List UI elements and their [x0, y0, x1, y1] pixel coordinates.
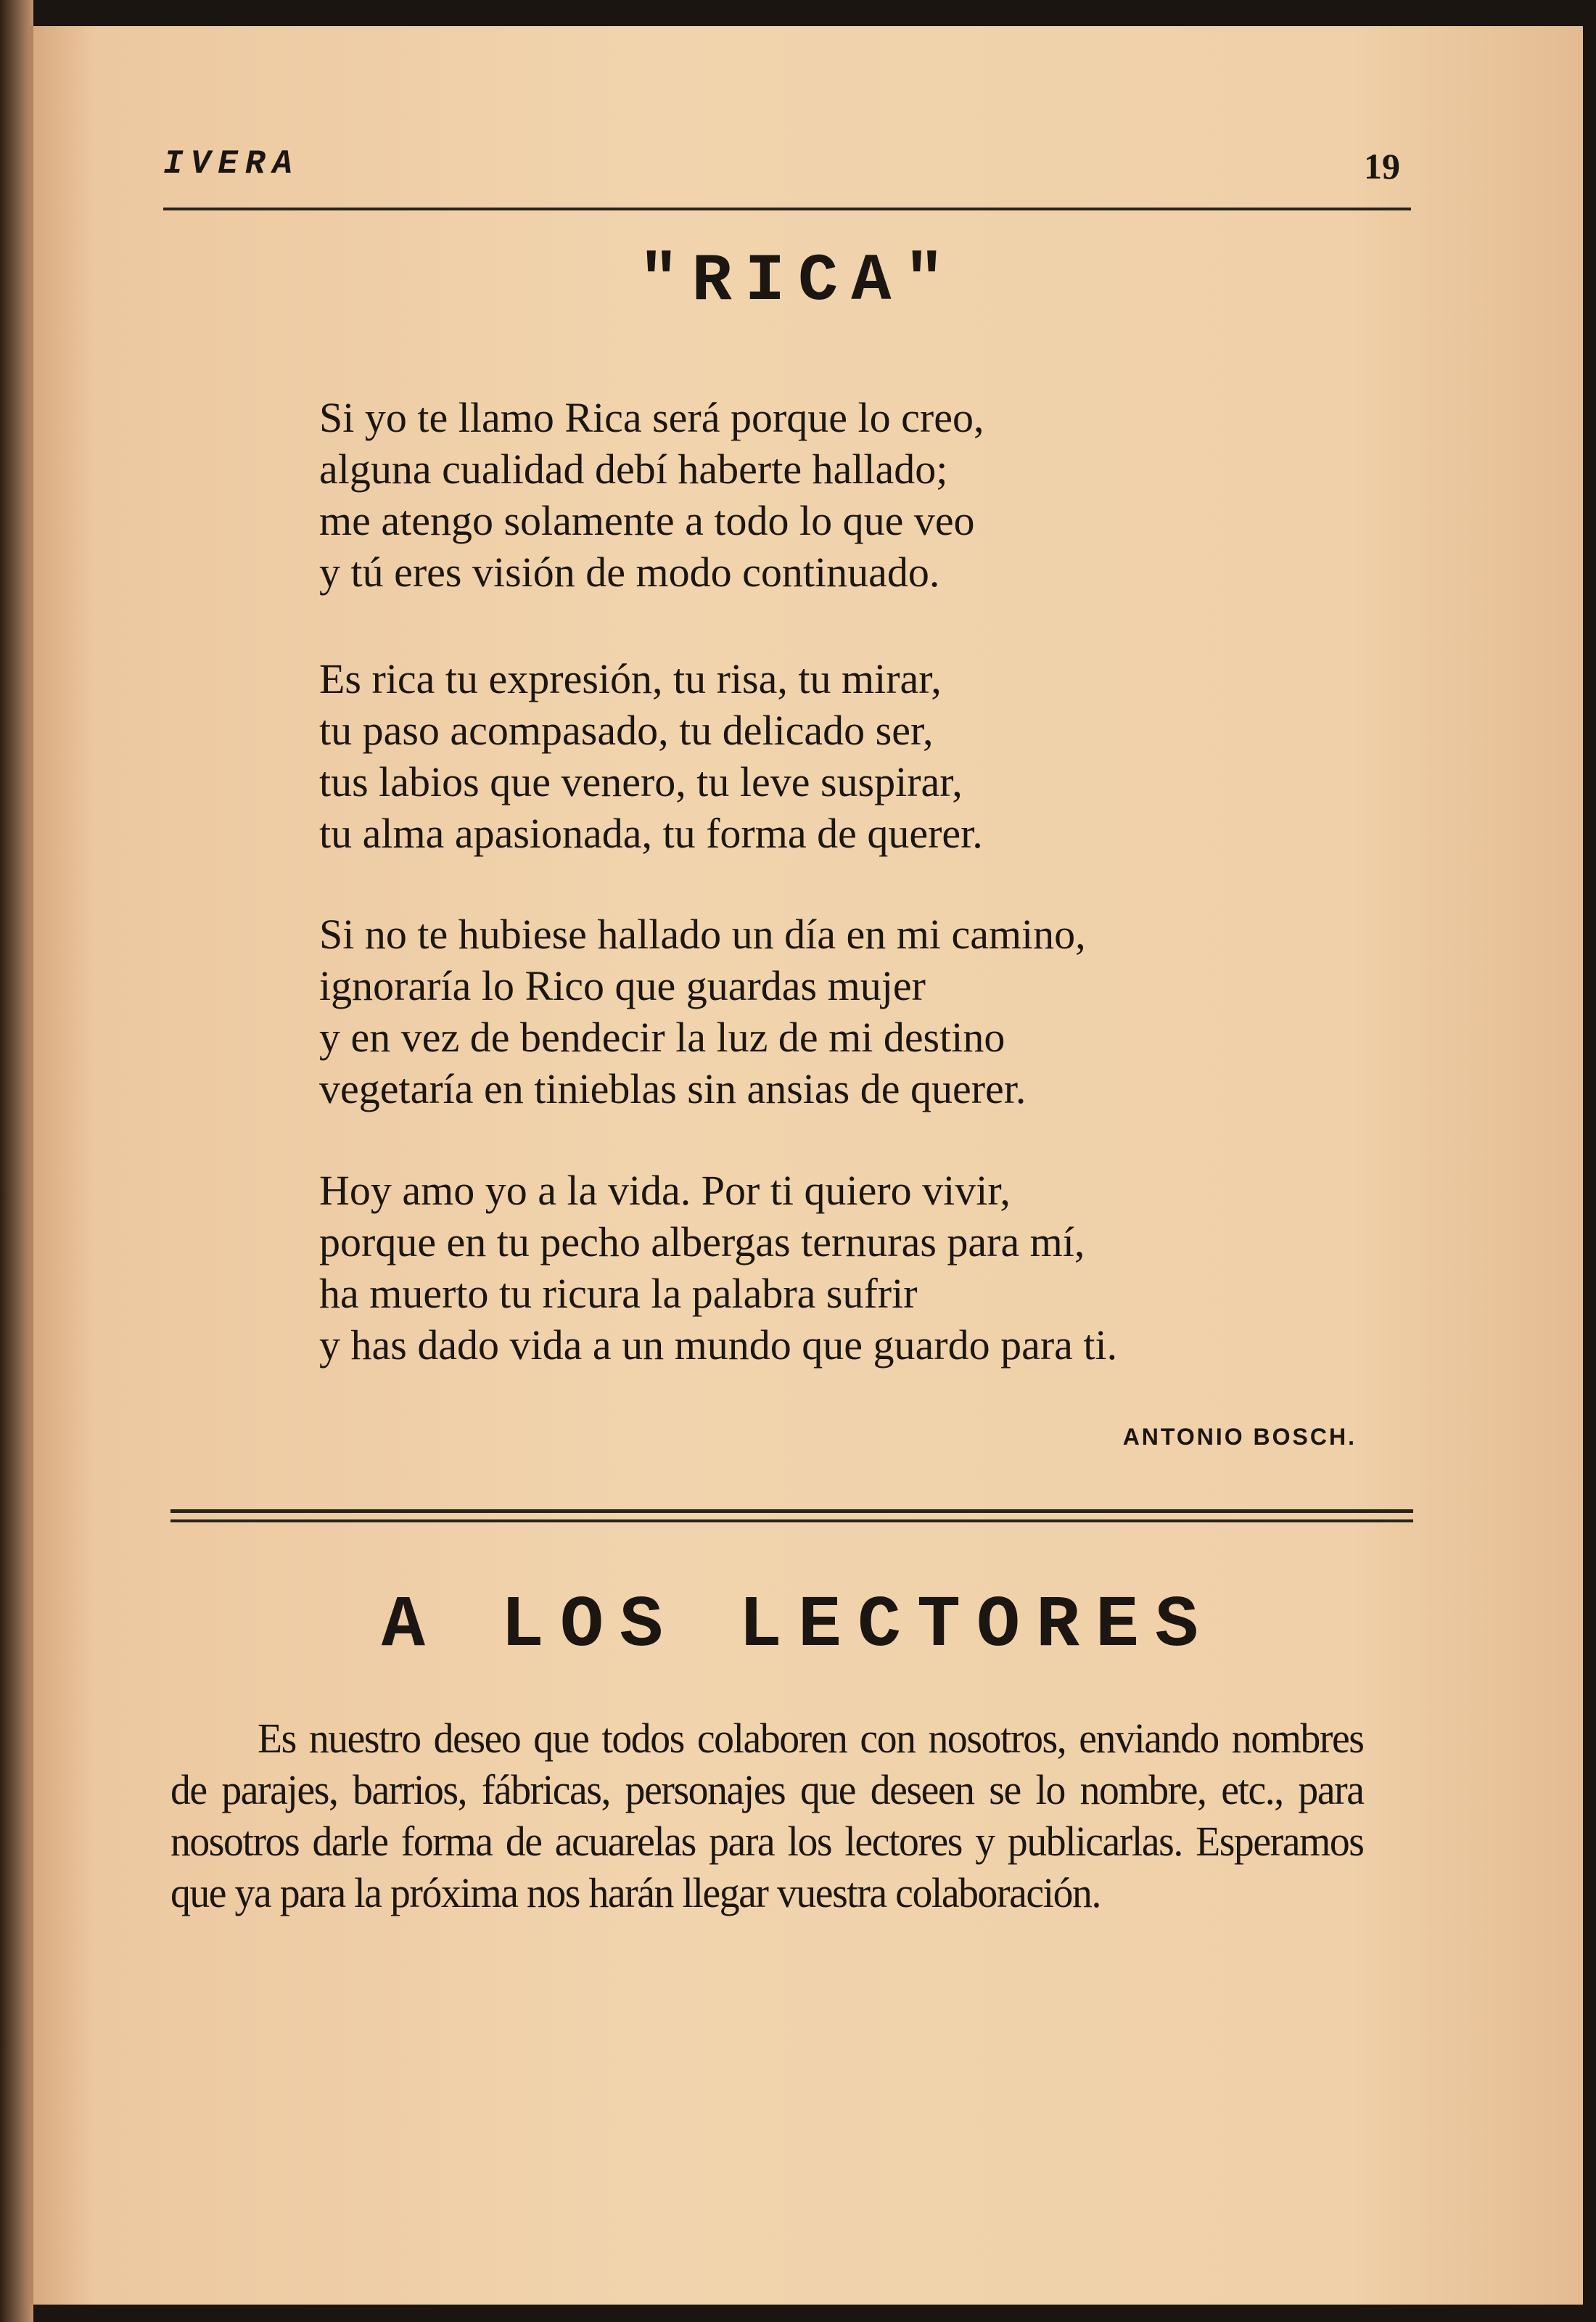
notice-body: Es nuestro deseo que todos colaboren con nosotros, enviando nombres de parajes, barrios, fábricas, personajes que deseen se lo nombre, etc., para nosotros darle forma de acuarelas para los lectores y publicarlas. Esperamos que ya para la próxima nos harán llegar vuestra colaboración. — [170, 1715, 1364, 1916]
poem-line: y has dado vida a un mundo que guardo para ti. — [319, 1321, 1118, 1369]
poem-line: Es rica tu expresión, tu risa, tu mirar, — [319, 655, 942, 702]
poem-line: Si yo te llamo Rica será porque lo creo, — [319, 394, 984, 441]
poem-line: ha muerto tu ricura la palabra sufrir — [319, 1270, 918, 1317]
section-divider — [170, 1509, 1413, 1513]
poem-line: Si no te hubiese hallado un día en mi camino, — [319, 911, 1086, 958]
header-rule — [163, 208, 1411, 210]
stanza — [319, 1165, 1117, 1371]
section-divider — [170, 1519, 1413, 1522]
poem-line: porque en tu pecho albergas ternuras para mí, — [319, 1218, 1085, 1265]
page-number: 19 — [1364, 146, 1400, 186]
poem-line: vegetaría en tinieblas sin ansias de querer. — [319, 1065, 1027, 1112]
poem-line: Hoy amo yo a la vida. Por ti quiero vivir, — [319, 1167, 1011, 1214]
stanza — [319, 653, 983, 859]
poem-line: y en vez de bendecir la luz de mi destino — [319, 1014, 1005, 1061]
stanza — [319, 908, 1086, 1115]
poem-line: tu paso acompasado, tu delicado ser, — [319, 707, 934, 754]
poem-title: "RICA" — [638, 243, 958, 319]
poem-line: tu alma apasionada, tu forma de querer. — [319, 810, 983, 857]
stanza — [319, 392, 984, 598]
poem-line: tus labios que venero, tu leve suspirar, — [319, 758, 963, 805]
poem-line: alguna cualidad debí haberte hallado; — [319, 446, 948, 493]
notice-title: A LOS LECTORES — [381, 1585, 1215, 1667]
poem-line: y tú eres visión de modo continuado. — [319, 549, 940, 596]
running-title: IVERA — [163, 145, 300, 183]
poem-line: me atengo solamente a todo lo que veo — [319, 497, 975, 544]
poem-line: ignoraría lo Rico que guardas mujer — [319, 962, 926, 1009]
poem-author: ANTONIO BOSCH. — [1122, 1424, 1357, 1450]
